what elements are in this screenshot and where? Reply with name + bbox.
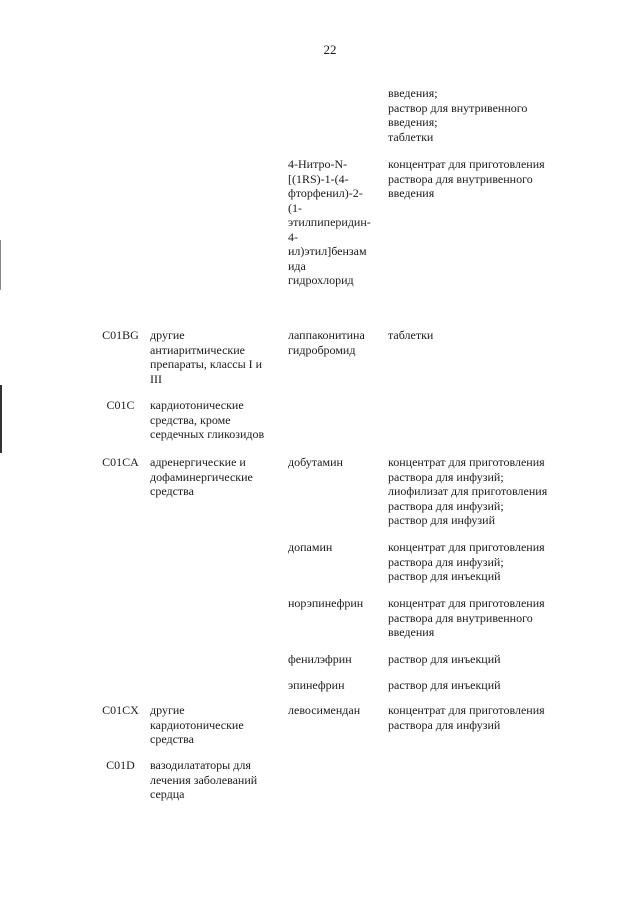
drug-name: фенилэфрин: [288, 652, 352, 666]
scan-edge-mark: [0, 385, 2, 453]
drug-name: эпинефрин: [288, 678, 345, 692]
dosage-form-continued: введения; раствор для внутривенного введения; таблетки: [388, 86, 528, 144]
dosage-form: концентрат для приготовления раствора для внутривенного введения: [388, 157, 545, 200]
drug-name: норэпинефрин: [288, 596, 364, 610]
drug-name: добутамин: [288, 455, 343, 469]
atc-code: C01CA: [102, 455, 139, 469]
atc-code: C01CX: [102, 703, 139, 717]
atc-code: C01BG: [102, 328, 139, 342]
atc-group: другие антиаритмические препараты, классы I и III: [150, 328, 263, 386]
dosage-form: концентрат для приготовления раствора для инфузий; лиофилизат для приготовления раствора для инфузий; раствор для инфузий: [388, 455, 548, 527]
atc-group: другие кардиотонические средства: [150, 703, 244, 746]
drug-name: левосимендан: [288, 703, 361, 717]
atc-group: кардиотонические средства, кроме сердечных гликозидов: [150, 398, 265, 441]
dosage-form: раствор для инъекций: [388, 652, 501, 666]
drug-name: 4-Нитро-N- [(1RS)-1-(4- фторфенил)-2- (1- этилпиперидин- 4- ил)этил]бензам ида гидрохлорид: [288, 157, 371, 287]
atc-code: C01D: [106, 758, 135, 772]
drug-name: допамин: [288, 540, 333, 554]
scan-edge-mark: [0, 240, 1, 290]
atc-group: вазодилататоры для лечения заболеваний сердца: [150, 758, 258, 801]
dosage-form: таблетки: [388, 328, 434, 342]
dosage-form: концентрат для приготовления раствора для инфузий: [388, 703, 545, 732]
atc-group: адренергические и дофаминергические средства: [150, 455, 253, 498]
dosage-form: концентрат для приготовления раствора для инфузий; раствор для инъекций: [388, 540, 545, 583]
dosage-form: раствор для инъекций: [388, 678, 501, 692]
atc-code: C01C: [106, 398, 135, 412]
dosage-form: концентрат для приготовления раствора для внутривенного введения: [388, 596, 545, 639]
page-number: 22: [323, 42, 337, 57]
drug-name: лаппаконитина гидробромид: [288, 328, 365, 357]
